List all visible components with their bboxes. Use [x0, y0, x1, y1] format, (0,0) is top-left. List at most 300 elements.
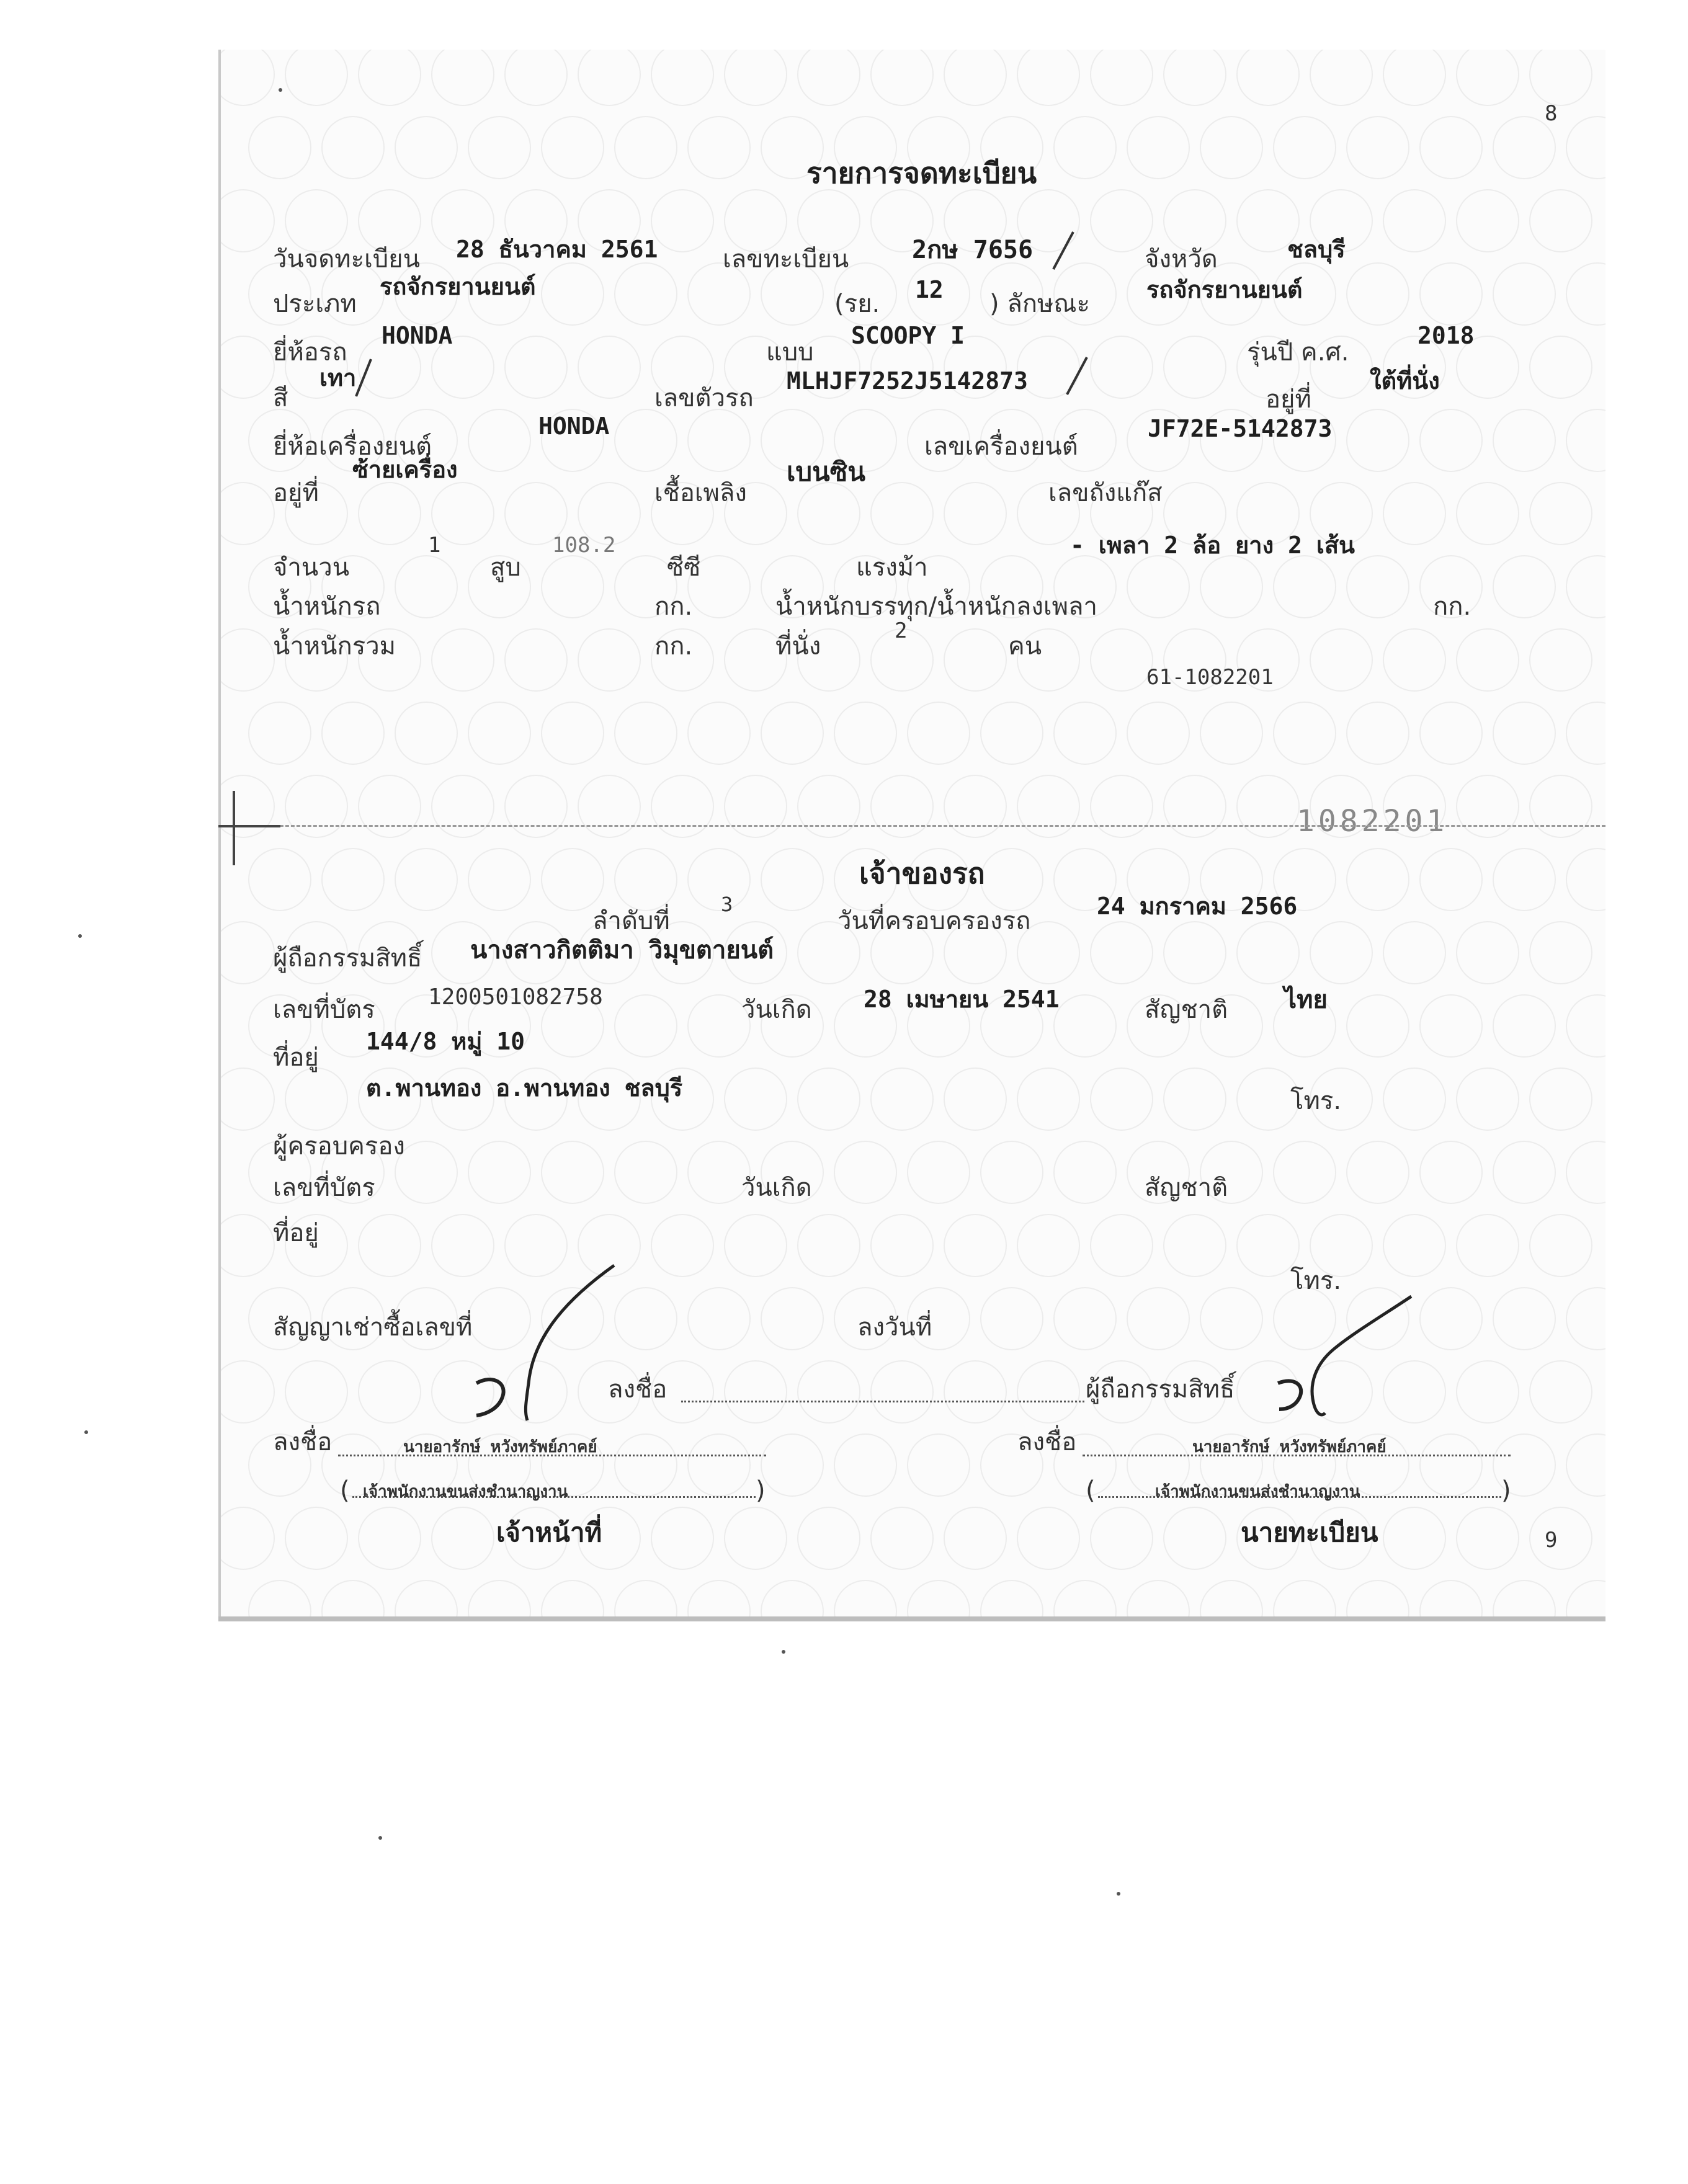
- engine-no-value: JF72E-5142873: [1148, 415, 1333, 442]
- pattern-circle: [1017, 1507, 1079, 1569]
- pattern-circle: [798, 1361, 860, 1423]
- pattern-circle: [1127, 556, 1189, 618]
- model-year-value: 2018: [1418, 322, 1475, 349]
- pattern-circle: [1493, 556, 1555, 618]
- handwritten-signature: [1266, 1290, 1421, 1420]
- pattern-circle: [1566, 995, 1605, 1057]
- pattern-circle: [1420, 409, 1482, 471]
- pattern-circle: [615, 117, 677, 179]
- reg-date-value: 28 ธันวาคม 2561: [456, 236, 658, 263]
- pattern-circle: [218, 1215, 274, 1277]
- pattern-circle: [1457, 50, 1519, 105]
- pattern-circle: [285, 775, 347, 837]
- horsepower-label: แรงม้า: [856, 553, 928, 582]
- pattern-circle: [1530, 336, 1592, 398]
- persons-label: คน: [1008, 632, 1042, 661]
- chassis-label: เลขตัวรถ: [654, 384, 754, 412]
- province-label: จังหวัด: [1145, 245, 1218, 274]
- pattern-circle: [432, 775, 494, 837]
- pattern-circle: [761, 702, 823, 764]
- middle-sign-label: ลงชื่อ: [608, 1375, 668, 1404]
- pattern-circle: [1347, 995, 1409, 1057]
- character-label: ) ลักษณะ: [989, 290, 1091, 318]
- type-value: รถจักรยานยนต์: [380, 273, 536, 300]
- pattern-circle: [1566, 556, 1605, 618]
- pattern-circle: [615, 1141, 677, 1203]
- contract-date-label: ลงวันที่: [857, 1313, 932, 1342]
- color-value: เทา: [319, 364, 357, 391]
- pattern-circle: [395, 1580, 457, 1619]
- pattern-circle: [1383, 922, 1445, 984]
- pattern-circle: [1530, 775, 1592, 837]
- rai-number: 12: [915, 276, 944, 303]
- pattern-circle: [834, 1141, 896, 1203]
- pattern-circle: [1347, 702, 1409, 764]
- owner-order-value: 3: [721, 893, 733, 916]
- pattern-circle: [542, 1141, 604, 1203]
- pattern-circle: [1164, 50, 1226, 105]
- pattern-circle: [1566, 1434, 1605, 1496]
- pattern-circle: [651, 775, 713, 837]
- pattern-circle: [218, 1361, 274, 1423]
- pattern-circle: [218, 1068, 274, 1130]
- type-label: ประเภท: [273, 290, 357, 318]
- pattern-circle: [1457, 1361, 1519, 1423]
- pattern-circle: [725, 1507, 787, 1569]
- pattern-circle: [1566, 263, 1605, 325]
- model-value: SCOOPY I: [851, 322, 965, 349]
- pattern-circle: [1164, 1215, 1226, 1277]
- crop-mark: [218, 825, 280, 827]
- pattern-circle: [1347, 263, 1409, 325]
- pattern-circle: [395, 849, 457, 911]
- pattern-circle: [218, 1507, 274, 1569]
- pattern-circle: [1420, 1288, 1482, 1350]
- cylinder-label: สูบ: [490, 553, 521, 582]
- pattern-circle: [1566, 1288, 1605, 1350]
- pattern-circle: [1383, 190, 1445, 252]
- character-value: รถจักรยานยนต์: [1146, 276, 1303, 303]
- rai-open: (รย.: [834, 290, 880, 318]
- pattern-circle: [1164, 775, 1226, 837]
- pattern-circle: [1310, 629, 1372, 691]
- pattern-circle: [871, 50, 933, 105]
- registration-title: รายการจดทะเบียน: [806, 156, 1037, 190]
- pattern-circle: [615, 409, 677, 471]
- pattern-circle: [1310, 50, 1372, 105]
- pattern-circle: [688, 995, 750, 1057]
- owner-order-label: ลำดับที่: [592, 907, 670, 935]
- pattern-circle: [359, 50, 421, 105]
- pattern-circle: [542, 702, 604, 764]
- pattern-circle: [249, 117, 311, 179]
- pattern-circle: [908, 1434, 970, 1496]
- seats-label: ที่นั่ง: [775, 632, 821, 661]
- brand-value: HONDA: [382, 322, 453, 349]
- pattern-circle: [725, 50, 787, 105]
- pattern-circle: [981, 849, 1043, 911]
- pattern-circle: [1457, 1215, 1519, 1277]
- registrar-name: นายอารักษ์ หวังทรัพย์ภาคย์: [1192, 1438, 1387, 1456]
- pattern-circle: [1530, 1361, 1592, 1423]
- pattern-circle: [1347, 1141, 1409, 1203]
- pattern-circle: [395, 556, 457, 618]
- pattern-circle: [1420, 995, 1482, 1057]
- officer-paren-open: (: [340, 1476, 350, 1505]
- pattern-circle: [1420, 117, 1482, 179]
- pattern-circle: [688, 409, 750, 471]
- scan-speck: [1117, 1892, 1120, 1896]
- model-label: แบบ: [766, 338, 814, 367]
- owner-nationality-label: สัญชาติ: [1145, 996, 1228, 1024]
- pattern-circle: [1274, 117, 1336, 179]
- pattern-circle: [1347, 1580, 1409, 1619]
- pattern-circle: [615, 1434, 677, 1496]
- officer-sign-label: ลงชื่อ: [273, 1428, 333, 1456]
- pattern-circle: [651, 1215, 713, 1277]
- pattern-circle: [1493, 117, 1555, 179]
- handwritten-signature: [459, 1259, 620, 1420]
- pattern-circle: [834, 702, 896, 764]
- pattern-circle: [468, 1580, 530, 1619]
- owner-id-label: เลขที่บัตร: [273, 996, 375, 1024]
- pattern-circle: [944, 1215, 1006, 1277]
- pattern-circle: [615, 263, 677, 325]
- possessor-nationality-label: สัญชาติ: [1145, 1174, 1228, 1202]
- pattern-circle: [944, 483, 1006, 545]
- pattern-circle: [1566, 849, 1605, 911]
- pattern-circle: [285, 1068, 347, 1130]
- owner-nationality-value: ไทย: [1284, 986, 1328, 1014]
- pattern-circle: [798, 483, 860, 545]
- hire-purchase-label: สัญญาเช่าซื้อเลขที่: [273, 1313, 473, 1342]
- pattern-circle: [359, 775, 421, 837]
- pattern-circle: [1420, 849, 1482, 911]
- pattern-circle: [322, 1580, 384, 1619]
- scan-speck: [782, 1650, 785, 1654]
- pattern-circle: [1091, 50, 1153, 105]
- pattern-circle: [1420, 263, 1482, 325]
- pattern-circle: [1347, 117, 1409, 179]
- holder-name: นางสาวกิตติมา วิมุขตายนต์: [470, 936, 774, 965]
- pattern-circle: [1091, 1507, 1153, 1569]
- pattern-circle: [651, 50, 713, 105]
- pattern-circle: [1127, 1288, 1189, 1350]
- possessor-label: ผู้ครอบครอง: [273, 1132, 405, 1161]
- pattern-circle: [944, 1068, 1006, 1130]
- owner-id-value: 1200501082758: [428, 984, 603, 1010]
- scan-speck: [84, 1430, 88, 1434]
- possessor-id-label: เลขที่บัตร: [273, 1174, 375, 1202]
- pattern-circle: [359, 1507, 421, 1569]
- owner-dob-value: 28 เมษายน 2541: [864, 986, 1060, 1013]
- pattern-circle: [1237, 1068, 1299, 1130]
- pattern-circle: [285, 1507, 347, 1569]
- pattern-circle: [1383, 1215, 1445, 1277]
- pattern-circle: [1054, 702, 1116, 764]
- load-weight-label: น้ำหนักบรรทุก/น้ำหนักลงเพลา: [775, 592, 1097, 621]
- seats-value: 2: [895, 618, 908, 643]
- pattern-circle: [1237, 922, 1299, 984]
- color-label: สี: [273, 384, 288, 412]
- pattern-circle: [1017, 775, 1079, 837]
- pattern-circle: [688, 1288, 750, 1350]
- pattern-circle: [688, 702, 750, 764]
- officer-name: นายอารักษ์ หวังทรัพย์ภาคย์: [403, 1438, 597, 1456]
- pattern-circle: [1493, 1288, 1555, 1350]
- pattern-circle: [218, 629, 274, 691]
- pattern-circle: [1493, 1580, 1555, 1619]
- pattern-circle: [651, 190, 713, 252]
- pattern-circle: [725, 1215, 787, 1277]
- pattern-circle: [1054, 117, 1116, 179]
- pattern-circle: [1530, 190, 1592, 252]
- pattern-circle: [615, 849, 677, 911]
- registrar-position: เจ้าพนักงานขนส่งชำนาญงาน: [1155, 1482, 1360, 1501]
- pattern-circle: [1493, 995, 1555, 1057]
- engine-brand-label: ยี่ห้อเครื่องยนต์: [273, 432, 432, 461]
- pattern-circle: [218, 775, 274, 837]
- pattern-circle: [1310, 922, 1372, 984]
- reg-no-value: 2กษ 7656: [912, 236, 1034, 264]
- pattern-circle: [1457, 1068, 1519, 1130]
- pattern-circle: [1347, 556, 1409, 618]
- pattern-circle: [285, 190, 347, 252]
- pattern-circle: [1566, 1141, 1605, 1203]
- pattern-circle: [1200, 556, 1262, 618]
- registrar-paren-open: (: [1086, 1476, 1096, 1505]
- pattern-circle: [505, 336, 567, 398]
- pattern-circle: [1274, 556, 1336, 618]
- pattern-circle: [1054, 1288, 1116, 1350]
- pattern-circle: [1017, 1068, 1079, 1130]
- model-year-label: รุ่นปี ค.ศ.: [1247, 338, 1349, 367]
- pattern-circle: [1383, 629, 1445, 691]
- pattern-circle: [688, 849, 750, 911]
- pattern-circle: [1493, 702, 1555, 764]
- pattern-circle: [578, 775, 640, 837]
- owner-title: เจ้าของรถ: [859, 857, 985, 890]
- pattern-circle: [871, 1068, 933, 1130]
- pattern-circle: [725, 190, 787, 252]
- load-weight-unit: กก.: [1433, 592, 1471, 621]
- pattern-circle: [981, 1288, 1043, 1350]
- pattern-circle: [1420, 702, 1482, 764]
- pattern-circle: [542, 117, 604, 179]
- check-mark: [1048, 230, 1079, 273]
- pattern-circle: [688, 117, 750, 179]
- pattern-circle: [505, 629, 567, 691]
- pattern-circle: [651, 1507, 713, 1569]
- engine-location-label: อยู่ที่: [273, 479, 319, 507]
- pattern-circle: [218, 483, 274, 545]
- vehicle-weight-label: น้ำหนักรถ: [273, 592, 381, 621]
- pattern-circle: [578, 50, 640, 105]
- pattern-circle: [1127, 702, 1189, 764]
- owner-dob-label: วันเกิด: [741, 996, 812, 1024]
- pattern-circle: [1493, 409, 1555, 471]
- pattern-circle: [1457, 190, 1519, 252]
- pattern-circle: [1200, 1288, 1262, 1350]
- pattern-circle: [871, 483, 933, 545]
- pattern-circle: [1164, 1507, 1226, 1569]
- pattern-circle: [322, 702, 384, 764]
- owner-phone-label: โทร.: [1290, 1087, 1342, 1115]
- pattern-circle: [249, 1580, 311, 1619]
- pattern-circle: [1457, 775, 1519, 837]
- pattern-circle: [468, 1141, 530, 1203]
- gas-tank-label: เลขถังแก๊ส: [1048, 479, 1163, 507]
- pattern-circle: [1200, 702, 1262, 764]
- pattern-circle: [1091, 1068, 1153, 1130]
- pattern-circle: [798, 1068, 860, 1130]
- possessor-dob-label: วันเกิด: [741, 1174, 812, 1202]
- check-mark: [351, 357, 376, 400]
- pattern-circle: [615, 1580, 677, 1619]
- pattern-circle: [1347, 849, 1409, 911]
- holder-label: ผู้ถือกรรมสิทธิ์: [273, 944, 422, 973]
- pattern-circle: [1493, 1141, 1555, 1203]
- pattern-circle: [542, 556, 604, 618]
- pattern-circle: [1091, 775, 1153, 837]
- pattern-circle: [432, 483, 494, 545]
- reg-date-label: วันจดทะเบียน: [273, 245, 420, 274]
- cylinder-count-value: 1: [428, 533, 441, 558]
- pattern-circle: [1091, 1215, 1153, 1277]
- pattern-circle: [871, 1507, 933, 1569]
- pattern-circle: [688, 1434, 750, 1496]
- chassis-location-value: ใต้ที่นั่ง: [1370, 367, 1440, 394]
- pattern-circle: [944, 775, 1006, 837]
- count-label: จำนวน: [273, 553, 350, 582]
- pattern-circle: [1383, 483, 1445, 545]
- pattern-circle: [908, 1580, 970, 1619]
- serial-number-faint: 1082201: [1297, 804, 1449, 839]
- province-value: ชลบุรี: [1287, 236, 1346, 263]
- pattern-circle: [359, 483, 421, 545]
- pattern-circle: [944, 1361, 1006, 1423]
- pattern-circle: [1091, 629, 1153, 691]
- pattern-circle: [395, 117, 457, 179]
- pattern-circle: [1566, 1580, 1605, 1619]
- pattern-circle: [285, 50, 347, 105]
- pattern-circle: [1530, 1215, 1592, 1277]
- engine-no-label: เลขเครื่องยนต์: [924, 432, 1078, 461]
- pattern-circle: [981, 1141, 1043, 1203]
- pattern-circle: [615, 995, 677, 1057]
- pattern-circle: [1237, 775, 1299, 837]
- pattern-circle: [505, 50, 567, 105]
- pattern-circle: [432, 1507, 494, 1569]
- pattern-circle: [944, 50, 1006, 105]
- pattern-circle: [1420, 1580, 1482, 1619]
- pattern-circle: [1566, 117, 1605, 179]
- check-mark: [1062, 355, 1093, 398]
- pattern-circle: [761, 849, 823, 911]
- pattern-circle: [1530, 629, 1592, 691]
- pattern-circle: [1200, 1580, 1262, 1619]
- pattern-circle: [1164, 922, 1226, 984]
- pattern-circle: [1457, 483, 1519, 545]
- possess-date-value: 24 มกราคม 2566: [1097, 893, 1298, 920]
- pattern-circle: [615, 702, 677, 764]
- page-number-bottom: 9: [1545, 1528, 1558, 1553]
- pattern-circle: [761, 1580, 823, 1619]
- pattern-circle: [1383, 50, 1445, 105]
- pattern-circle: [1274, 1580, 1336, 1619]
- pattern-circle: [688, 1141, 750, 1203]
- fuel-value: เบนซิน: [787, 457, 865, 487]
- pattern-circle: [542, 849, 604, 911]
- pattern-circle: [761, 1434, 823, 1496]
- pattern-circle: [1530, 483, 1592, 545]
- weight-unit: กก.: [654, 592, 693, 621]
- pattern-circle: [725, 1361, 787, 1423]
- page-number-top: 8: [1545, 101, 1558, 126]
- possessor-address-label: ที่อยู่: [273, 1219, 319, 1247]
- pattern-circle: [981, 1580, 1043, 1619]
- pattern-circle: [1017, 1215, 1079, 1277]
- pattern-circle: [1091, 190, 1153, 252]
- pattern-circle: [944, 1507, 1006, 1569]
- pattern-circle: [871, 775, 933, 837]
- pattern-circle: [468, 409, 530, 471]
- chassis-location-label: อยู่ที่: [1266, 385, 1311, 414]
- engine-brand-value: HONDA: [538, 412, 610, 440]
- registrar-role: นายทะเบียน: [1241, 1517, 1378, 1548]
- officer-position: เจ้าพนักงานขนส่งชำนาญงาน: [363, 1482, 568, 1501]
- brand-label: ยี่ห้อรถ: [273, 338, 347, 367]
- pattern-circle: [1091, 336, 1153, 398]
- crop-mark: [233, 791, 235, 865]
- pattern-circle: [908, 702, 970, 764]
- pattern-circle: [1017, 50, 1079, 105]
- pattern-circle: [1493, 849, 1555, 911]
- pattern-circle: [1530, 1068, 1592, 1130]
- pattern-circle: [1457, 1507, 1519, 1569]
- holder-role-label: ผู้ถือกรรมสิทธิ์: [1086, 1375, 1235, 1404]
- card-left-edge: [218, 50, 221, 1619]
- pattern-circle: [1127, 117, 1189, 179]
- scan-speck: [78, 934, 82, 938]
- pattern-circle: [1237, 1215, 1299, 1277]
- pattern-circle: [981, 702, 1043, 764]
- engine-location-value: ซ้ายเครื่อง: [352, 456, 458, 483]
- pattern-circle: [359, 1215, 421, 1277]
- pattern-circle: [432, 50, 494, 105]
- pattern-circle: [1237, 50, 1299, 105]
- pattern-circle: [1054, 1141, 1116, 1203]
- pattern-circle: [1420, 1434, 1482, 1496]
- pattern-circle: [1054, 1580, 1116, 1619]
- pattern-circle: [1164, 336, 1226, 398]
- pattern-circle: [871, 1215, 933, 1277]
- fuel-label: เชื้อเพลิง: [654, 479, 747, 507]
- possessor-phone-label: โทร.: [1290, 1267, 1342, 1295]
- cc-label: ซีซี: [667, 553, 701, 582]
- pattern-circle: [1383, 1507, 1445, 1569]
- pattern-circle: [1200, 117, 1262, 179]
- pattern-circle: [218, 336, 274, 398]
- pattern-circle: [359, 190, 421, 252]
- pattern-circle: [1091, 922, 1153, 984]
- pattern-circle: [468, 702, 530, 764]
- pattern-circle: [1383, 1068, 1445, 1130]
- pattern-circle: [1420, 1141, 1482, 1203]
- pattern-circle: [468, 849, 530, 911]
- scan-speck: [279, 88, 282, 92]
- cc-value: 108.2: [552, 533, 616, 558]
